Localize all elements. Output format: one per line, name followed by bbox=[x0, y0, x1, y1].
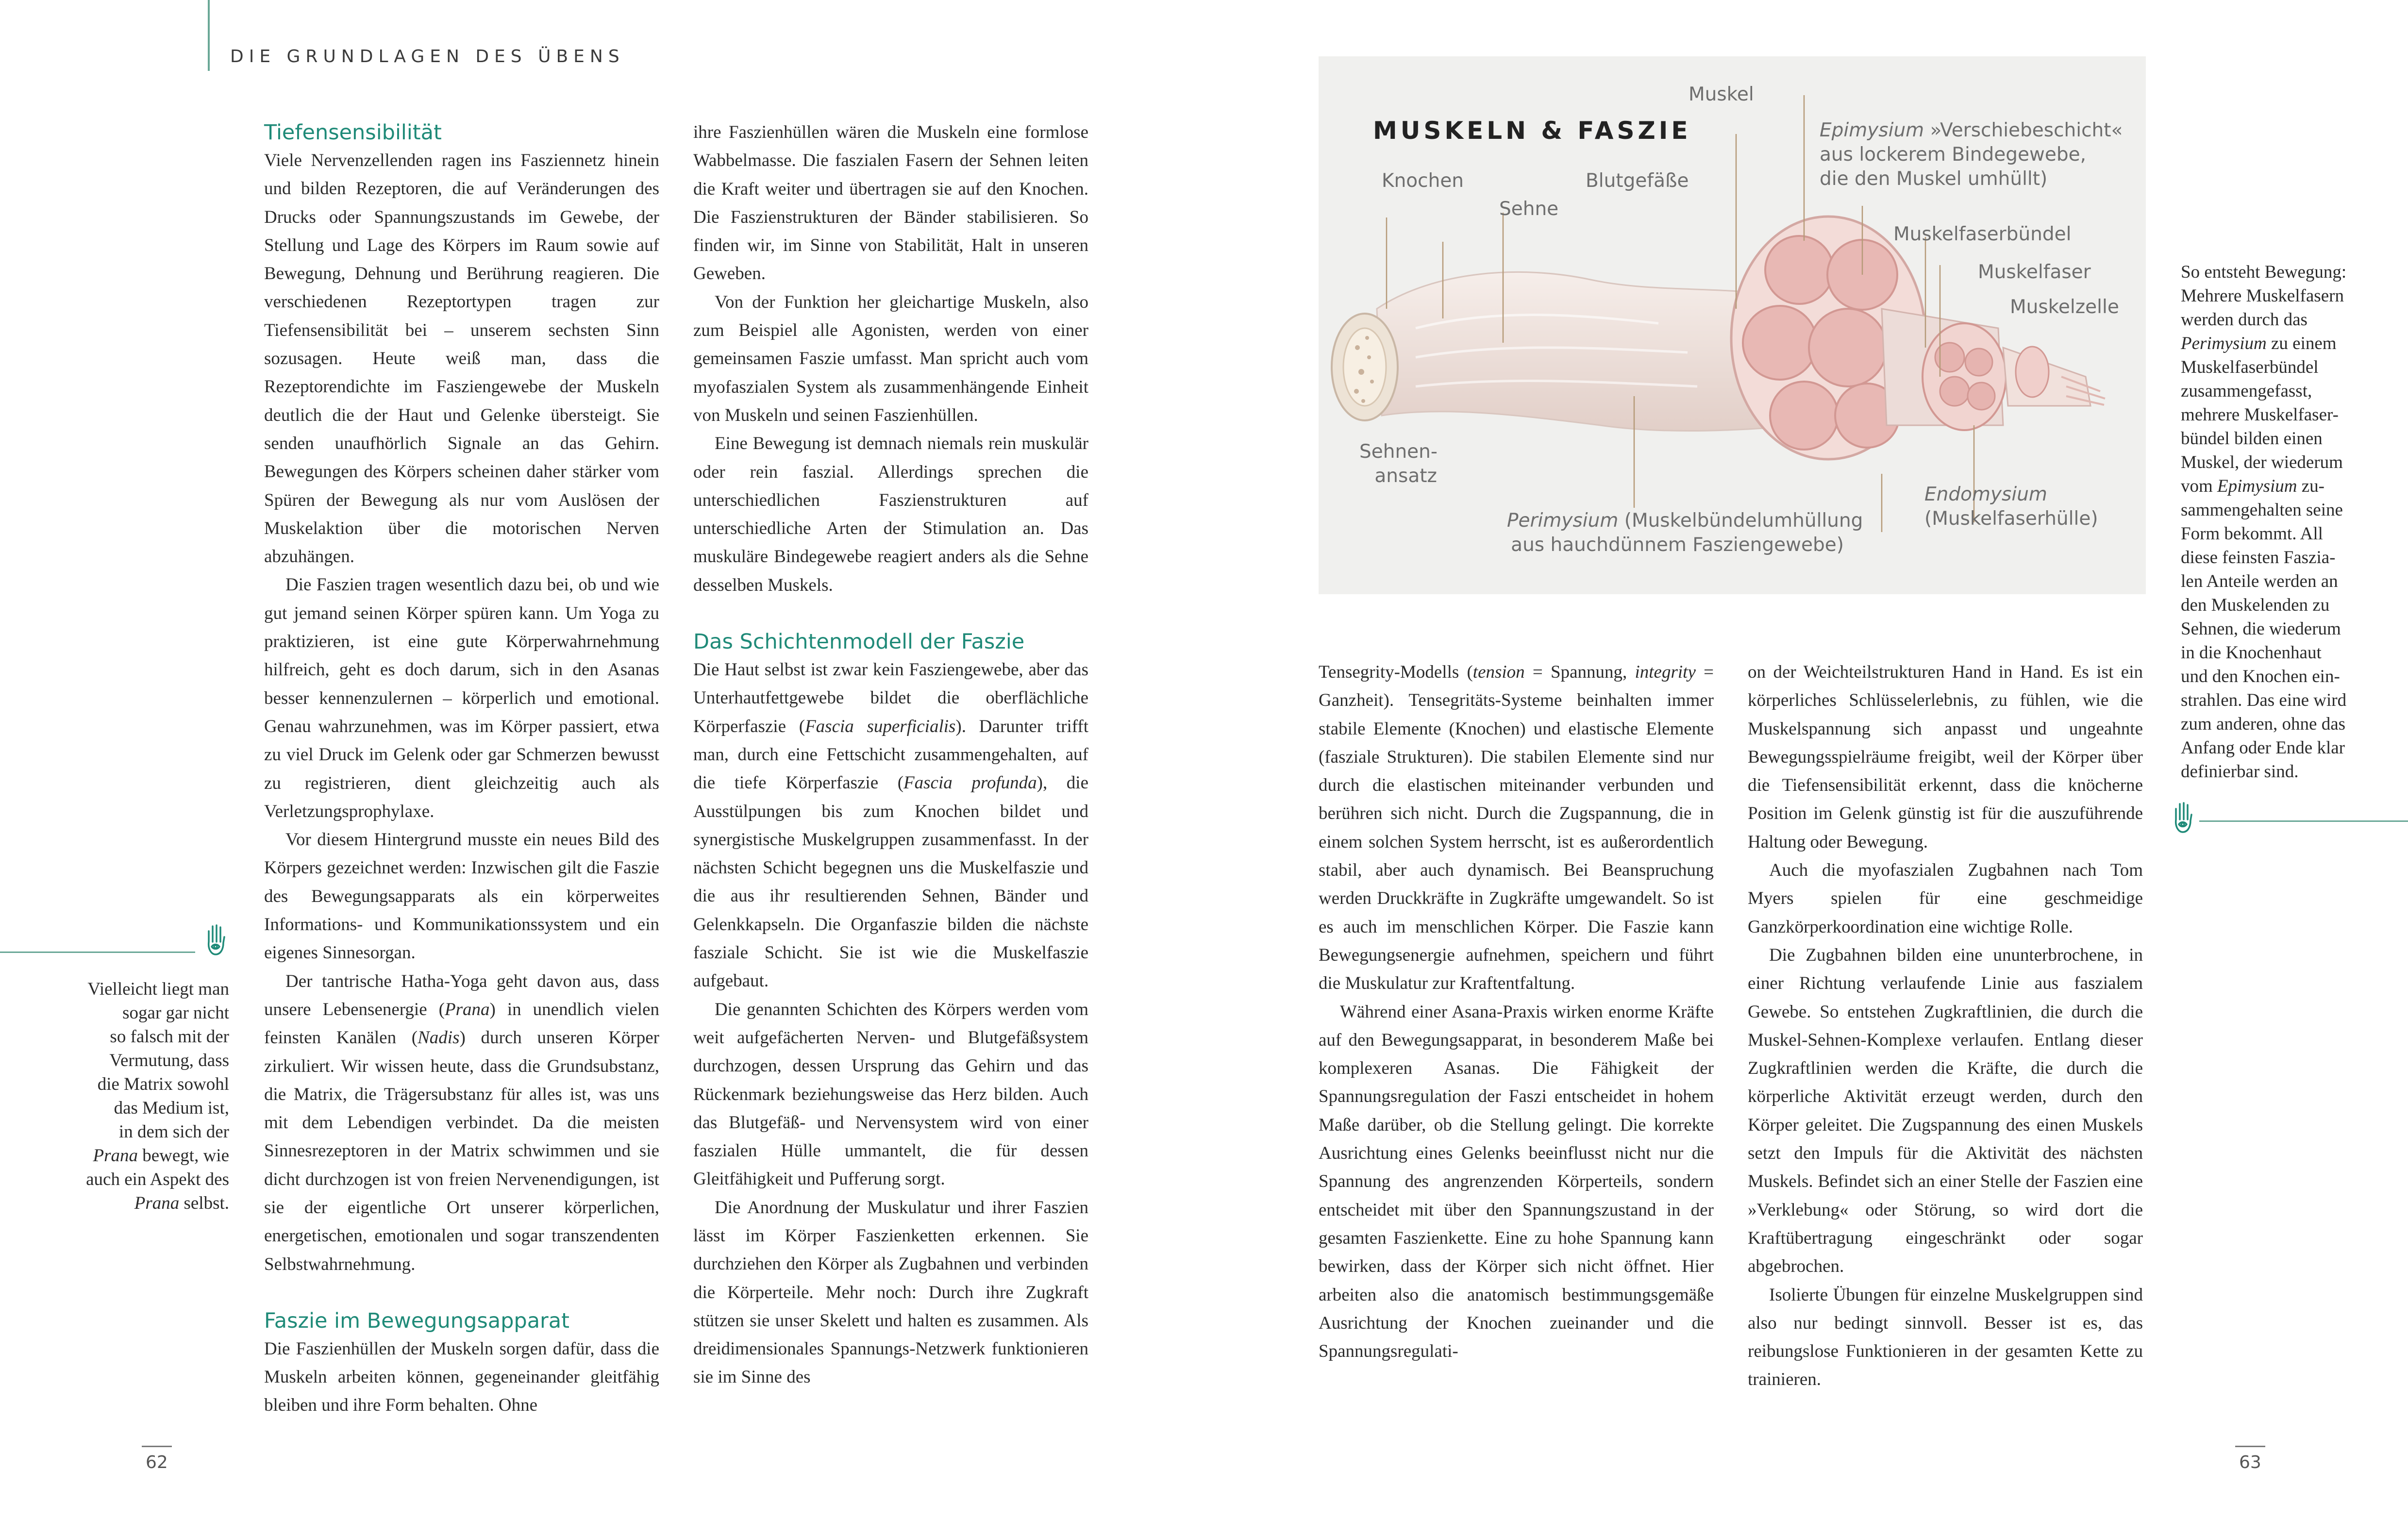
note-line: So entsteht Bewegung: bbox=[2181, 262, 2347, 282]
paragraph: Isolierte Übungen für einzelne Muskelgruppen sind also nur bedingt sinnvoll. Besser ist es, das reibungslose Funktionieren in der gesamten Kette zu trainieren. bbox=[1748, 1285, 2143, 1390]
paragraph: ihre Faszienhüllen wären die Muskeln eine formlose Wabbelmasse. Die faszialen Fasern der Sehnen leiten die Kraft weiter und übertragen sie auf den Knochen. Die Faszienstrukturen der Bänder stabilisieren. So finden wir, im Sinne von Stabilität, Halt in unseren Geweben. bbox=[693, 122, 1088, 284]
note-line: vom Epimysium zu- bbox=[2181, 476, 2324, 496]
text: (Muskelfaserhülle) bbox=[1924, 508, 2098, 530]
note-line: Form bekommt. All bbox=[2181, 524, 2323, 544]
text: (Muskelbündelumhüllung bbox=[1618, 510, 1863, 532]
right-note-rule bbox=[2199, 820, 2408, 822]
paragraph: Die Haut selbst ist zwar kein Fasziengewebe, aber das Unterhautfettgewebe bildet die oberflächliche Körperfaszie (Fascia superficialis). Darunter trifft man, durch eine Fettschicht zusammengehalten, auf die tiefe Körperfaszie (Fascia profunda), die Ausstülpungen bis zum Knochen bildet und synergistische Muskelgruppen zusammenfasst. In der nächsten Schicht begegnen uns die Muskelfaszie und die aus ihr resultierenden Sehnen, Bänder und Gelenkkapseln. Die Organfaszie bilden die nächste fasziale Schicht. Sie ist wie die Muskelfaszie aufgebaut. bbox=[693, 660, 1088, 991]
label-perimysium bbox=[1507, 509, 1863, 557]
note-line: in die Knochenhaut bbox=[2181, 643, 2322, 663]
text-column-4 bbox=[1748, 658, 2143, 1394]
note-line: den Muskelenden zu bbox=[2181, 595, 2330, 615]
note-line: Prana bewegt, wie bbox=[93, 1146, 229, 1166]
note-line: zum anderen, ohne das bbox=[2181, 714, 2346, 734]
paragraph: Der tantrische Hatha-Yoga geht davon aus, dass unsere Lebensenergie (Prana) in unendlich vielen feinsten Kanälen (Nadis) durch unseren Körper zirkuliert. Wir wissen heute, dass die Grundsubstanz, die Matrix, die Trägersubstanz für alles ist, was uns mit dem Lebendigen verbindet. Da die meisten Sinnesrezeptoren in der Matrix schwimmen und sie dicht durchzogen ist von freien Nervenendigungen, ist sie der eigentliche Ort unserer körperlichen, energetischen, emotionalen und sogar transzendenten Selbstwahrnehmung. bbox=[264, 971, 659, 1274]
label-endomysium bbox=[1924, 483, 2098, 531]
text: ansatz bbox=[1374, 465, 1437, 487]
note-line: definierbar sind. bbox=[2181, 762, 2299, 782]
note-line: Muskelfaserbündel bbox=[2181, 357, 2319, 377]
note-line: Vielleicht liegt man bbox=[87, 979, 229, 999]
label-knochen: Knochen bbox=[1382, 170, 1464, 192]
note-line: in dem sich der bbox=[118, 1122, 229, 1142]
hand-icon bbox=[2172, 800, 2193, 835]
note-line: und den Knochen ein- bbox=[2181, 667, 2340, 686]
note-line: auch ein Aspekt des bbox=[86, 1169, 229, 1189]
note-line: die Matrix sowohl bbox=[97, 1074, 229, 1094]
label-sehne: Sehne bbox=[1499, 198, 1559, 220]
left-note-rule bbox=[0, 951, 195, 953]
note-line: sammengehalten seine bbox=[2181, 500, 2343, 520]
folio-rule-left bbox=[142, 1446, 172, 1447]
text-column-1 bbox=[264, 118, 659, 1420]
note-line: Mehrere Muskelfasern bbox=[2181, 286, 2344, 306]
note-line: zusammengefasst, bbox=[2181, 381, 2312, 401]
running-head: DIE GRUNDLAGEN DES ÜBENS bbox=[230, 47, 625, 67]
label-muskel: Muskel bbox=[1689, 83, 1754, 105]
hand-icon bbox=[205, 922, 226, 957]
paragraph: Auch die myofaszialen Zugbahnen nach Tom Myers spielen für eine geschmeidige Ganzkörperkoordination eine wichtige Rolle. bbox=[1748, 860, 2143, 937]
note-line: so falsch mit der bbox=[110, 1027, 229, 1047]
paragraph: Während einer Asana-Praxis wirken enorme Kräfte auf den Bewegungsapparat, in besonderem Maße bei komplexeren Asanas. Die Fähigkeit der Spannungsregulation der Faszi entscheidet in hohem Maße darüber, ob die Stellung gelingt. Die korrekte Ausrichtung eines Gelenks beeinflusst nicht nur die Spannung des angrenzenden Körperteils, sondern entscheidet mit über den Spannungszustand in der gesamten Faszienkette. Eine zu hohe Spannung kann bewirken, dass der Körper sich nicht öffnet. Hier arbeiten also die anatomisch bestimmungsgemäße Ausrichtung der Knochen zueinander und die Spannungsregulati- bbox=[1319, 1002, 1714, 1362]
paragraph: on der Weichteilstrukturen Hand in Hand. Es ist ein körperliches Schlüsselerlebnis, zu fühlen, wie die Muskelspannung sich anpasst und ungeahnte Bewegungsspielräume freigibt, weil der Körper über die Tiefensensibilität erkennt, dass die knöcherne Position im Gelenk günstig ist für die auszuführende Haltung oder Bewegung. bbox=[1748, 662, 2143, 852]
note-line: Perimysium zu einem bbox=[2181, 334, 2337, 353]
note-line: diese feinsten Faszia- bbox=[2181, 548, 2336, 568]
note-line: Vermutung, dass bbox=[109, 1051, 229, 1070]
note-line: Muskel, der wiederum bbox=[2181, 452, 2343, 472]
section-heading: Faszie im Bewegungsapparat bbox=[264, 1308, 569, 1333]
label-muskelzelle: Muskelzelle bbox=[2010, 296, 2119, 318]
figure-title: MUSKELN & FASZIE bbox=[1373, 117, 1691, 145]
paragraph: Vor diesem Hintergrund musste ein neues Bild des Körpers gezeichnet werden: Inzwischen gilt die Faszie des Bewegungsapparats als ein körperweites Informations- und Kommunikationssystem und ein eigenes Sinnesorgan. bbox=[264, 830, 659, 963]
note-line: mehrere Muskelfaser- bbox=[2181, 405, 2339, 425]
label-sehnenansatz bbox=[1359, 440, 1437, 488]
note-line: Sehnen, die wiederum bbox=[2181, 619, 2341, 639]
text: Sehnen- bbox=[1359, 441, 1438, 463]
note-line: Anfang oder Ende klar bbox=[2181, 738, 2345, 758]
paragraph: Von der Funktion her gleichartige Muskeln, also zum Beispiel alle Agonisten, werden von einer gemeinsamen Faszie umfasst. Man spricht auch vom myofaszialen System als zusammenhängende Einheit von Muskeln und seinen Faszienhüllen. bbox=[693, 292, 1088, 425]
left-margin-note bbox=[19, 977, 229, 1215]
folio-rule-right bbox=[2235, 1446, 2265, 1447]
paragraph: Die Zugbahnen bilden eine ununterbrochene, in einer Richtung verlaufende Linie aus faszialem Gewebe. So entstehen Zugkraftlinien, die durch die Muskel-Sehnen-Komplexe verlaufen. Entlang dieser Zugkraftlinien werden die Kräfte, die durch die körperliche Aktivität erzeugt werden, durch den Körper geleitet. Die Zugspannung des einen Muskels setzt den Impuls für die Aktivität des nächsten Muskels. Befindet sich an einer Stelle der Faszien eine »Verklebung« oder Störung, so wird dort die Kraftübertragung eingeschränkt oder sogar abgebrochen. bbox=[1748, 945, 2143, 1277]
right-margin-note bbox=[2181, 260, 2394, 784]
header-rule bbox=[208, 0, 210, 71]
paragraph: Die Faszien tragen wesentlich dazu bei, ob und wie gut jemand seinen Körper spüren kann. Um Yoga zu praktizieren, ist eine gute Körperwahrnehmung hilfreich, geht es doch darum, sich in den Asanas besser kennenzulernen – körperlich und emotional. Genau wahrzunehmen, was im Körper passiert, etwa zu viel Druck im Gelenk oder gar Schmerzen bewusst zu registrieren, dient gleichzeitig auch als Verletzungsprophylaxe. bbox=[264, 575, 659, 821]
label-epimysium bbox=[1820, 118, 2123, 191]
term: Endomysium bbox=[1924, 484, 2047, 505]
text: »Verschiebeschicht« bbox=[1924, 119, 2123, 141]
label-muskelfaserbuendel: Muskelfaserbündel bbox=[1893, 223, 2072, 245]
section-heading: Tiefensensibilität bbox=[264, 120, 442, 145]
note-line: werden durch das bbox=[2181, 310, 2308, 330]
paragraph: Eine Bewegung ist demnach niemals rein muskulär oder rein faszial. Allerdings sprechen die unterschiedlichen Faszienstrukturen auf unterschiedliche Arten der Stimulation an. Das muskuläre Bindegewebe reagiert anders als die Sehne desselben Muskels. bbox=[693, 434, 1088, 595]
paragraph: Die Anordnung der Muskulatur und ihrer Faszien lässt im Körper Faszienketten erkennen. Sie durchziehen den Körper als Zugbahnen und verbinden die Körperteile. Mehr noch: Durch ihre Zugkraft stützen sie unser Skelett und halten es zusammen. Als dreidimensionales Spannungs-Netzwerk funktionieren sie im Sinne des bbox=[693, 1197, 1088, 1387]
text: aus hauchdünnem Fasziengewebe) bbox=[1511, 534, 1844, 556]
text: aus lockerem Bindegewebe, bbox=[1820, 144, 2087, 166]
paragraph: Viele Nervenzellenden ragen ins Fasziennetz hinein und bilden Rezeptoren, die auf Veränderungen des Drucks oder Spannungszustands im Gewebe, der Stellung und Lage des Körpers im Raum sowie auf Bewegung, Dehnung und Berührung reagieren. Die verschiedenen Rezeptortypen tragen zur Tiefensensibilität bei – unserem sechsten Sinn sozusagen. Heute weiß man, dass die Rezeptorendichte im Fasziengewebe der Muskeln deutlich die der Haut und Gelenke übersteigt. Sie senden unaufhörlich Signale an das Gehirn. Bewegungen des Körpers scheinen daher stärker vom Spüren der Bewegung als nur vom Auslösen der Muskelaktion über die motorischen Nerven abzuhängen. bbox=[264, 150, 659, 567]
text-column-2 bbox=[693, 118, 1088, 1392]
paragraph: Tensegrity-Modells (tension = Spannung, integrity = Ganzheit). Tensegritäts-Systeme beinhalten immer stabile Elemente (Knochen) und elastische Elemente (fasziale Strukturen). Die stabilen Elemente sind nur durch die elastischen miteinander verbunden und berühren sich nicht. Durch die Zugspannung, die in einem solchen System herrscht, ist es außerordentlich stabil, aber auch dynamisch. Bei Beanspruchung werden Druckkräfte in Zugkräfte umgewandelt. So ist es auch im menschlichen Körper. Die Faszie kann Bewegungsenergie aufnehmen, speichern und führt die Muskulatur zur Kraftentfaltung. bbox=[1319, 662, 1714, 994]
note-line: bündel bilden einen bbox=[2181, 429, 2323, 449]
term: Perimysium bbox=[1507, 510, 1619, 532]
paragraph: Die Faszienhüllen der Muskeln sorgen dafür, dass die Muskeln arbeiten können, gegeneinander gleitfähig bleiben und ihre Form behalten. Ohne bbox=[264, 1338, 659, 1416]
note-line: strahlen. Das eine wird bbox=[2181, 690, 2347, 710]
note-line: das Medium ist, bbox=[114, 1098, 229, 1118]
text-column-3 bbox=[1319, 658, 1714, 1366]
note-line: len Anteile werden an bbox=[2181, 571, 2338, 591]
section-heading: Das Schichtenmodell der Faszie bbox=[693, 630, 1025, 654]
bone bbox=[1332, 314, 1398, 420]
page-number-left: 62 bbox=[146, 1452, 168, 1472]
fascicle bbox=[1882, 309, 2006, 430]
muscle-fiber bbox=[2003, 347, 2105, 406]
note-line: Prana selbst. bbox=[134, 1193, 229, 1213]
paragraph: Die genannten Schichten des Körpers werden vom weit aufgefächerten Nerven- und Blutgefäßsystem durchzogen, dessen Ursprung das Gehirn und das Rückenmark beziehungsweise das Herz bilden. Auch das Blutgefäß- und Nervensystem wird von einer faszialen Hülle ummantelt, die für dessen Gleitfähigkeit und Pufferung sorgt. bbox=[693, 999, 1088, 1189]
term: Epimysium bbox=[1820, 119, 1924, 141]
note-line: sogar gar nicht bbox=[122, 1003, 229, 1023]
text: die den Muskel umhüllt) bbox=[1820, 168, 2048, 190]
label-blutgefaesse: Blutgefäße bbox=[1586, 170, 1689, 192]
label-muskelfaser: Muskelfaser bbox=[1978, 261, 2091, 283]
page-number-right: 63 bbox=[2239, 1452, 2261, 1472]
